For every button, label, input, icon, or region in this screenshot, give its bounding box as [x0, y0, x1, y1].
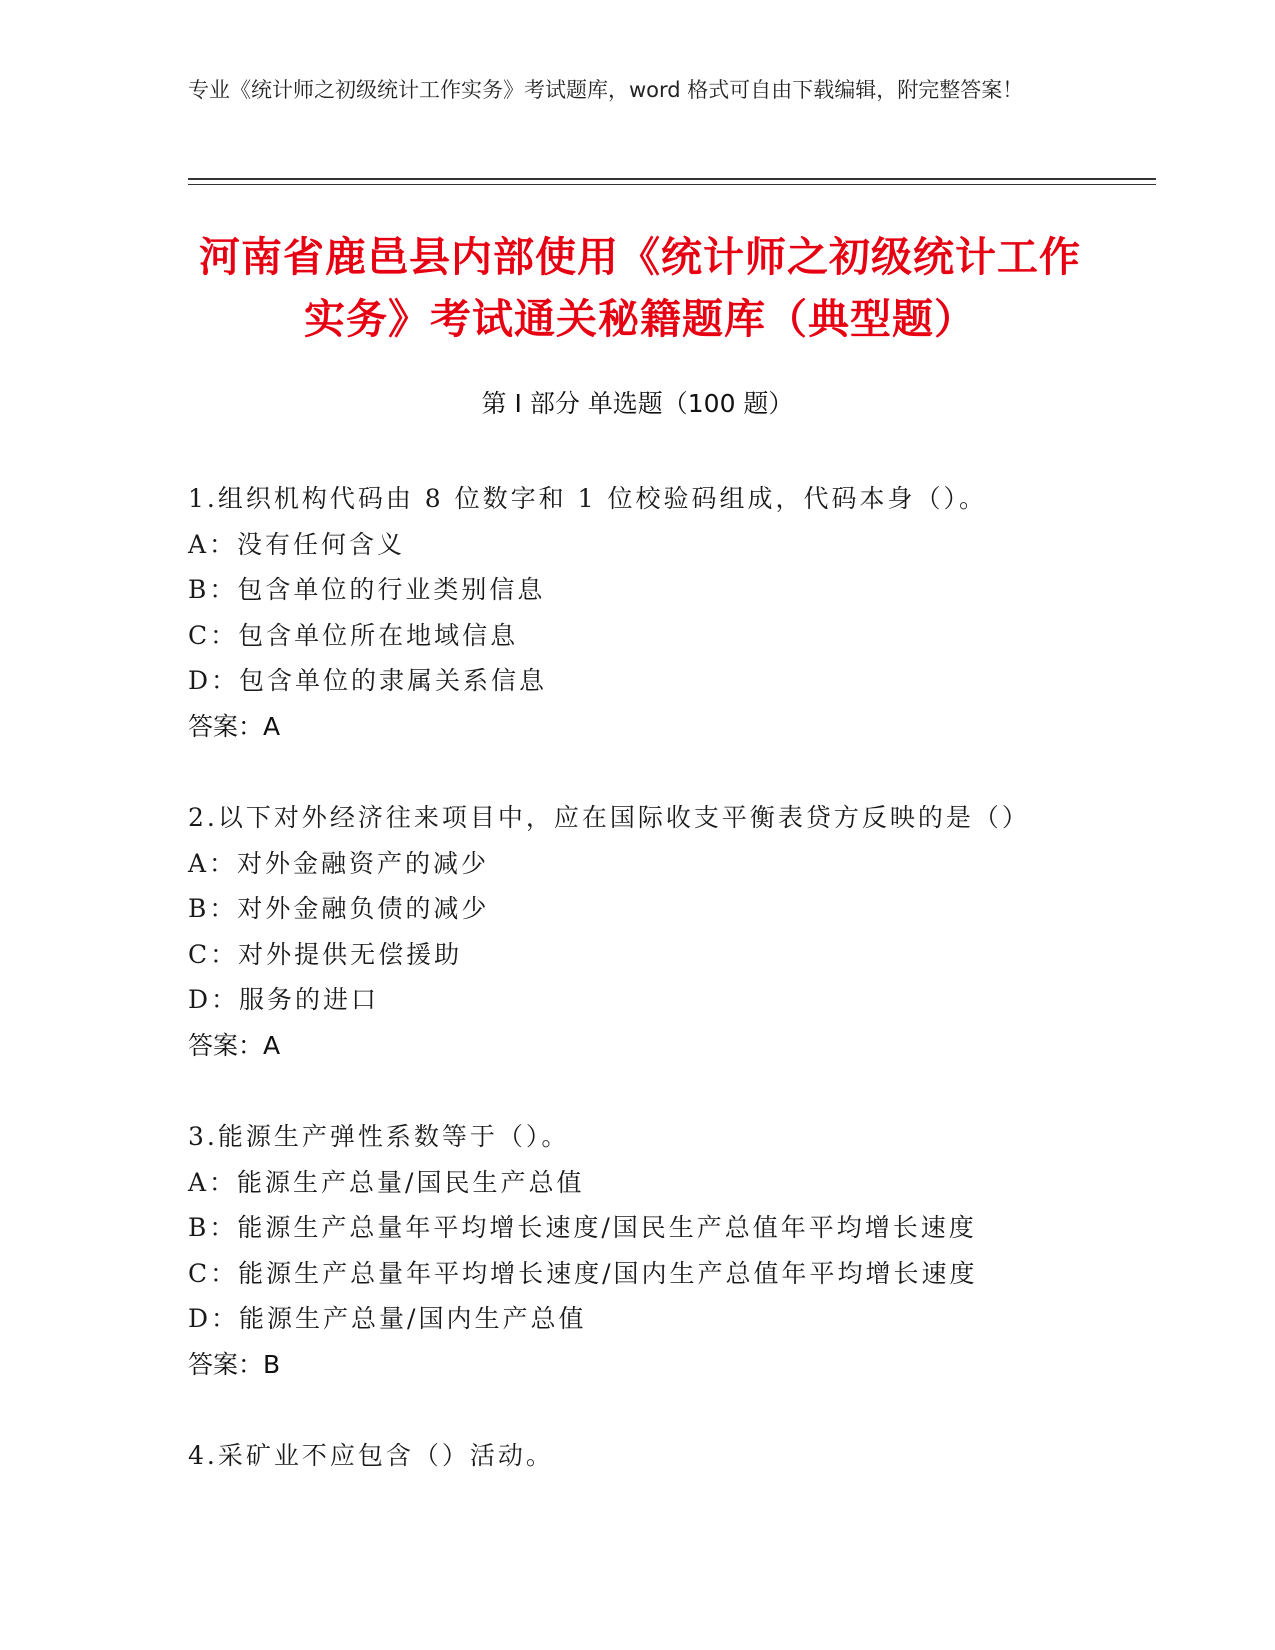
question-list	[188, 476, 1088, 1525]
header-note: 专业《统计师之初级统计工作实务》考试题库，word 格式可自由下载编辑，附完整答案！	[188, 78, 1024, 102]
question-2	[188, 795, 1088, 1068]
option-d: D：能源生产总量/国内生产总值	[188, 1304, 587, 1333]
answer: 答案：B	[188, 1349, 281, 1379]
option-a: A：没有任何含义	[188, 529, 406, 559]
option-a: A：对外金融资产的减少	[188, 848, 490, 878]
question-stem: 3.能源生产弹性系数等于（）。	[188, 1122, 570, 1151]
option-c: C：能源生产总量年平均增长速度/国内生产总值年平均增长速度	[188, 1258, 978, 1288]
option-d: D：包含单位的隶属关系信息	[188, 666, 548, 695]
question-4	[188, 1433, 1088, 1479]
answer: 答案：A	[188, 1030, 281, 1060]
option-b: B：能源生产总量年平均增长速度/国民生产总值年平均增长速度	[188, 1213, 977, 1242]
section-heading: 第 I 部分 单选题（100 题）	[481, 389, 794, 418]
header-rule-thick	[188, 178, 1156, 180]
question-stem: 1.组织机构代码由 8 位数字和 1 位校验码组成，代码本身（）。	[188, 484, 987, 513]
option-b: B：对外金融负债的减少	[188, 894, 490, 923]
option-d: D：服务的进口	[188, 985, 380, 1014]
question-3	[188, 1114, 1088, 1387]
option-a: A：能源生产总量/国民生产总值	[188, 1167, 585, 1197]
header-rule-thin	[188, 184, 1156, 185]
question-stem: 4.采矿业不应包含（）活动。	[188, 1441, 554, 1470]
answer: 答案：A	[188, 711, 281, 741]
question-stem: 2.以下对外经济往来项目中，应在国际收支平衡表贷方反映的是（）	[188, 803, 1030, 832]
document-title: 河南省鹿邑县内部使用《统计师之初级统计工作实务》考试通关秘籍题库（典型题）	[199, 233, 1081, 343]
question-1	[188, 476, 1088, 749]
option-c: C：对外提供无偿援助	[188, 939, 463, 969]
option-b: B：包含单位的行业类别信息	[188, 575, 546, 604]
option-c: C：包含单位所在地域信息	[188, 620, 519, 650]
